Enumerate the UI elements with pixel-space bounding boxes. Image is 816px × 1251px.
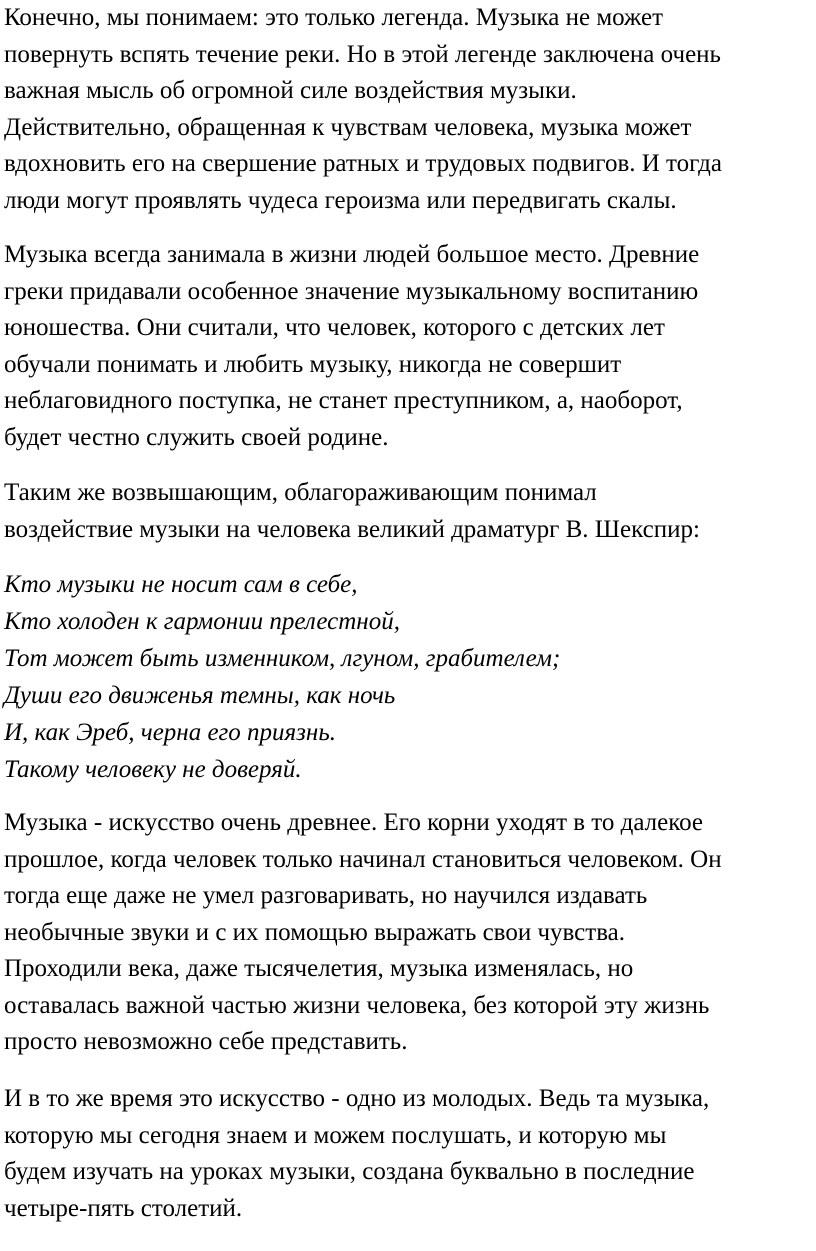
text-line: И в то же время это искусство - одно из молодых. Ведь та музыка, <box>4 1085 710 1112</box>
text-line: юношества. Они считали, что человек, которого с детских лет <box>4 314 665 341</box>
paragraph-music-young <box>4 1081 812 1227</box>
paragraph-legend <box>4 0 812 219</box>
text-line: обучали понимать и любить музыку, никогда не совершит <box>4 350 622 378</box>
paragraph-ancient-greeks <box>4 237 812 456</box>
text-line: которую мы сегодня знаем и можем послушать, и которую мы <box>4 1121 667 1149</box>
text-line: Проходили века, даже тысячелетия, музыка изменялась, но <box>4 955 634 982</box>
poem-line: Души его движенья темны, как ночь <box>4 682 396 709</box>
text-line: тогда еще даже не умел разговаривать, но научился издавать <box>4 882 648 909</box>
text-line: неблаговидного поступка, не станет преступником, а, наоборот, <box>4 387 683 414</box>
paragraph-shakespeare-intro <box>4 475 812 548</box>
text-line: будем изучать на уроках музыки, создана буквально в последние <box>4 1158 695 1185</box>
text-line: вдохновить его на свершение ратных и трудовых подвигов. И тогда <box>4 150 722 177</box>
text-line: Конечно, мы понимаем: это только легенда. Музыка не может <box>4 4 664 31</box>
text-line: люди могут проявлять чудеса героизма или передвигать скалы. <box>4 186 677 214</box>
text-line: необычные звуки и с их помощью выражать свои чувства. <box>4 918 626 946</box>
text-line: повернуть вспять течение реки. Но в этой легенде заключена очень <box>4 40 721 68</box>
text-line: греки придавали особенное значение музыкальному воспитанию <box>4 277 699 305</box>
poem-line: Такому человеку не доверяй. <box>4 756 302 783</box>
text-line: будет честно служить своей родине. <box>4 423 389 451</box>
text-line: важная мысль об огромной силе воздействия музыки. <box>4 77 577 104</box>
text-line: Музыка - искусство очень древнее. Его корни уходят в то далекое <box>4 809 704 836</box>
text-line: оставалась важной частью жизни человека, без которой эту жизнь <box>4 991 710 1019</box>
poem-quote <box>4 566 812 788</box>
text-line: Действительно, обращенная к чувствам человека, музыка может <box>4 113 692 141</box>
poem-line: Кто музыки не носит сам в себе, <box>4 571 358 598</box>
poem-line: Тот может быть изменником, лгуном, грабителем; <box>4 645 561 672</box>
text-line: просто невозможно себе представить. <box>4 1028 408 1055</box>
text-line: воздействие музыки на человека великий драматург В. Шекспир: <box>4 515 700 543</box>
poem-line: Кто холоден к гармонии прелестной, <box>4 608 400 635</box>
text-line: четыре-пять столетий. <box>4 1194 243 1222</box>
text-line: Музыка всегда занимала в жизни людей большое место. Древние <box>4 241 700 268</box>
text-line: Таким же возвышающим, облагораживающим понимал <box>4 479 597 506</box>
text-line: прошлое, когда человек только начинал становиться человеком. Он <box>4 845 722 873</box>
poem-line: И, как Эреб, черна его приязнь. <box>4 719 336 746</box>
paragraph-music-ancient <box>4 805 812 1061</box>
